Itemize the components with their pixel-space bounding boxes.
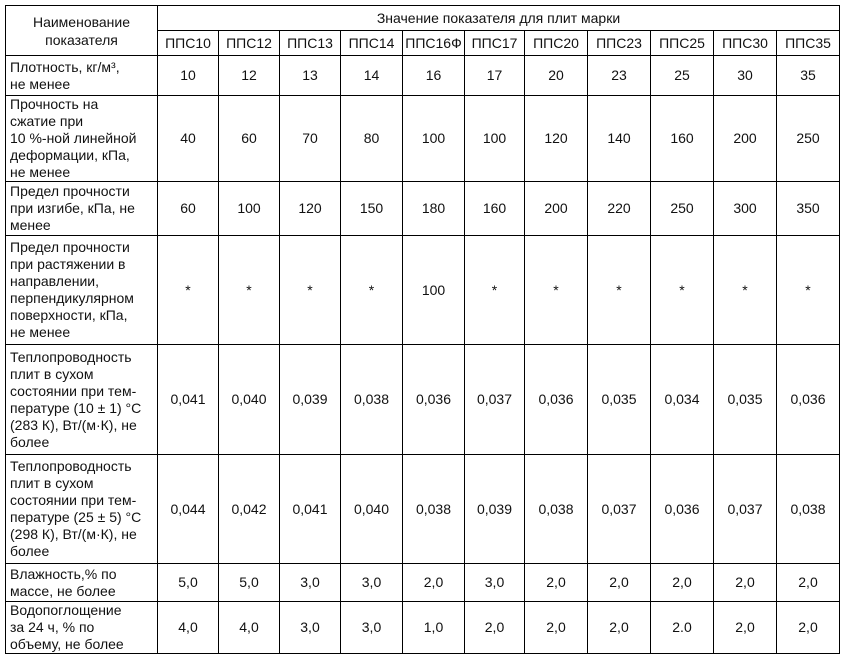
parameter-name-line: более [10,433,50,450]
value-cell: 0,038 [341,345,403,455]
parameter-name-line: плит в сухом [10,365,94,382]
value-cell: 25 [651,56,714,96]
parameter-name-line: перпендикулярном [10,290,134,306]
value-cell: 200 [525,182,588,236]
parameter-name-line: менее [10,217,51,233]
table-body [6,56,840,654]
header-parameter-name: Наименование показателя [6,6,158,56]
value-cell: * [219,236,280,345]
header-mark-4: ППС14 [341,31,403,56]
value-cell: 0,039 [280,345,341,455]
parameter-name [6,345,158,455]
value-cell: * [525,236,588,345]
value-cell: 180 [403,182,465,236]
parameter-name-line: поверхности, кПа, [10,307,128,323]
table-row [6,182,840,236]
parameter-name-line: Влажность,% по [10,565,117,582]
value-cell: 120 [280,182,341,236]
value-cell: 2,0 [714,602,777,654]
value-cell: 0,036 [777,345,840,455]
value-cell: 10 [158,56,219,96]
value-cell: 160 [465,182,525,236]
value-cell: 100 [403,96,465,182]
parameter-name-line: деформации, кПа, [10,147,130,163]
value-cell: 2,0 [588,564,651,602]
parameter-name-line: Водопоглощение [10,602,122,618]
properties-table [5,5,840,654]
value-cell: 2,0 [465,602,525,654]
parameter-name-line: массе, не более [10,582,116,599]
parameter-name-line: пературе (10 ± 1) °С [10,399,142,416]
value-cell: 140 [588,96,651,182]
value-cell: * [714,236,777,345]
value-cell: 300 [714,182,777,236]
value-cell: 0,042 [219,455,280,564]
value-cell: 0,040 [341,455,403,564]
value-cell: 100 [219,182,280,236]
value-cell: 250 [777,96,840,182]
value-cell: * [280,236,341,345]
value-cell: 0,036 [403,345,465,455]
value-cell: 0,037 [588,455,651,564]
value-cell: 40 [158,96,219,182]
value-cell: 0,038 [777,455,840,564]
table-row [6,602,840,654]
parameter-name-line: при изгибе, кПа, не [10,200,135,216]
value-cell: 0,035 [588,345,651,455]
header-mark-2: ППС12 [219,31,280,56]
parameter-name-line: состоянии при тем- [10,492,137,508]
table-row [6,236,840,345]
parameter-name-line: (283 К), Вт/(м·К), не [10,416,137,433]
value-cell: 23 [588,56,651,96]
header-mark-3: ППС13 [280,31,341,56]
parameter-name [6,182,158,236]
value-cell: 3,0 [465,564,525,602]
value-cell: 0,037 [714,455,777,564]
value-cell: 200 [714,96,777,182]
value-cell: * [158,236,219,345]
parameter-name-line: направлении, [10,273,100,289]
value-cell: * [341,236,403,345]
value-cell: 4,0 [158,602,219,654]
table-row [6,345,840,455]
value-cell: 100 [465,96,525,182]
value-cell: 3,0 [341,564,403,602]
value-cell: 0,040 [219,345,280,455]
value-cell: 4,0 [219,602,280,654]
value-cell: 30 [714,56,777,96]
value-cell: 160 [651,96,714,182]
value-cell: 17 [465,56,525,96]
parameter-name-line: Теплопроводность [10,458,132,474]
parameter-name-line: не менее [10,75,71,92]
value-cell: 2,0 [651,564,714,602]
parameter-name-line: Предел прочности [10,183,130,199]
value-cell: 0,044 [158,455,219,564]
parameter-name [6,564,158,602]
header-group-title: Значение показателя для плит марки [158,6,840,31]
table-row [6,455,840,564]
parameter-name [6,96,158,182]
parameter-name [6,602,158,654]
parameter-name-line: более [10,543,50,559]
value-cell: * [588,236,651,345]
value-cell: 220 [588,182,651,236]
parameter-name-line: Предел прочности [10,239,130,255]
parameter-name-line: при растяжении в [10,256,126,272]
parameter-name-line: не менее [10,164,71,180]
value-cell: 0,036 [525,345,588,455]
value-cell: 100 [403,236,465,345]
parameter-name-line: Прочность на [10,96,99,112]
value-cell: 0,035 [714,345,777,455]
parameter-name-line: 10 %-ной линейной [10,130,137,146]
value-cell: 250 [651,182,714,236]
value-cell: 2,0 [714,564,777,602]
value-cell: 0,036 [651,455,714,564]
value-cell: 0,034 [651,345,714,455]
value-cell: 0,037 [465,345,525,455]
value-cell: 14 [341,56,403,96]
parameter-name-line: Теплопроводность [10,348,132,365]
parameter-name-line: сжатие при [10,113,84,129]
value-cell: 5,0 [219,564,280,602]
header-mark-7: ППС20 [525,31,588,56]
value-cell: 13 [280,56,341,96]
value-cell: 3,0 [341,602,403,654]
parameter-name-line: состоянии при тем- [10,382,137,399]
value-cell: 16 [403,56,465,96]
value-cell: 12 [219,56,280,96]
header-mark-5: ППС16Ф [403,31,465,56]
value-cell: 0,041 [280,455,341,564]
value-cell: 60 [219,96,280,182]
parameter-name-line: объему, не более [10,636,124,652]
value-cell: 0,039 [465,455,525,564]
table-row [6,96,840,182]
value-cell: * [465,236,525,345]
value-cell: 2,0 [525,602,588,654]
value-cell: 2,0 [777,564,840,602]
value-cell: 35 [777,56,840,96]
value-cell: 120 [525,96,588,182]
parameter-name-line: за 24 ч, % по [10,619,95,635]
value-cell: 2,0 [777,602,840,654]
value-cell: 3,0 [280,564,341,602]
parameter-name [6,56,158,96]
value-cell: 2.0 [651,602,714,654]
table-row [6,564,840,602]
parameter-name [6,455,158,564]
parameter-name-line: не менее [10,324,71,340]
value-cell: 1,0 [403,602,465,654]
value-cell: * [777,236,840,345]
value-cell: 150 [341,182,403,236]
value-cell: 2,0 [588,602,651,654]
value-cell: 60 [158,182,219,236]
value-cell: 0,038 [403,455,465,564]
parameter-name-line: Плотность, кг/м³, [10,58,120,75]
value-cell: 0,038 [525,455,588,564]
value-cell: 70 [280,96,341,182]
header-mark-1: ППС10 [158,31,219,56]
parameter-name [6,236,158,345]
value-cell: 5,0 [158,564,219,602]
value-cell: 3,0 [280,602,341,654]
header-mark-6: ППС17 [465,31,525,56]
header-mark-10: ППС30 [714,31,777,56]
value-cell: 2,0 [403,564,465,602]
value-cell: 80 [341,96,403,182]
value-cell: 2,0 [525,564,588,602]
value-cell: * [651,236,714,345]
parameter-name-line: плит в сухом [10,475,94,491]
value-cell: 0,041 [158,345,219,455]
parameter-name-line: (298 К), Вт/(м·К), не [10,526,137,542]
header-mark-8: ППС23 [588,31,651,56]
parameter-name-line: пературе (25 ± 5) °С [10,509,142,525]
header-mark-11: ППС35 [777,31,840,56]
header-mark-9: ППС25 [651,31,714,56]
table-row [6,56,840,96]
value-cell: 20 [525,56,588,96]
value-cell: 350 [777,182,840,236]
